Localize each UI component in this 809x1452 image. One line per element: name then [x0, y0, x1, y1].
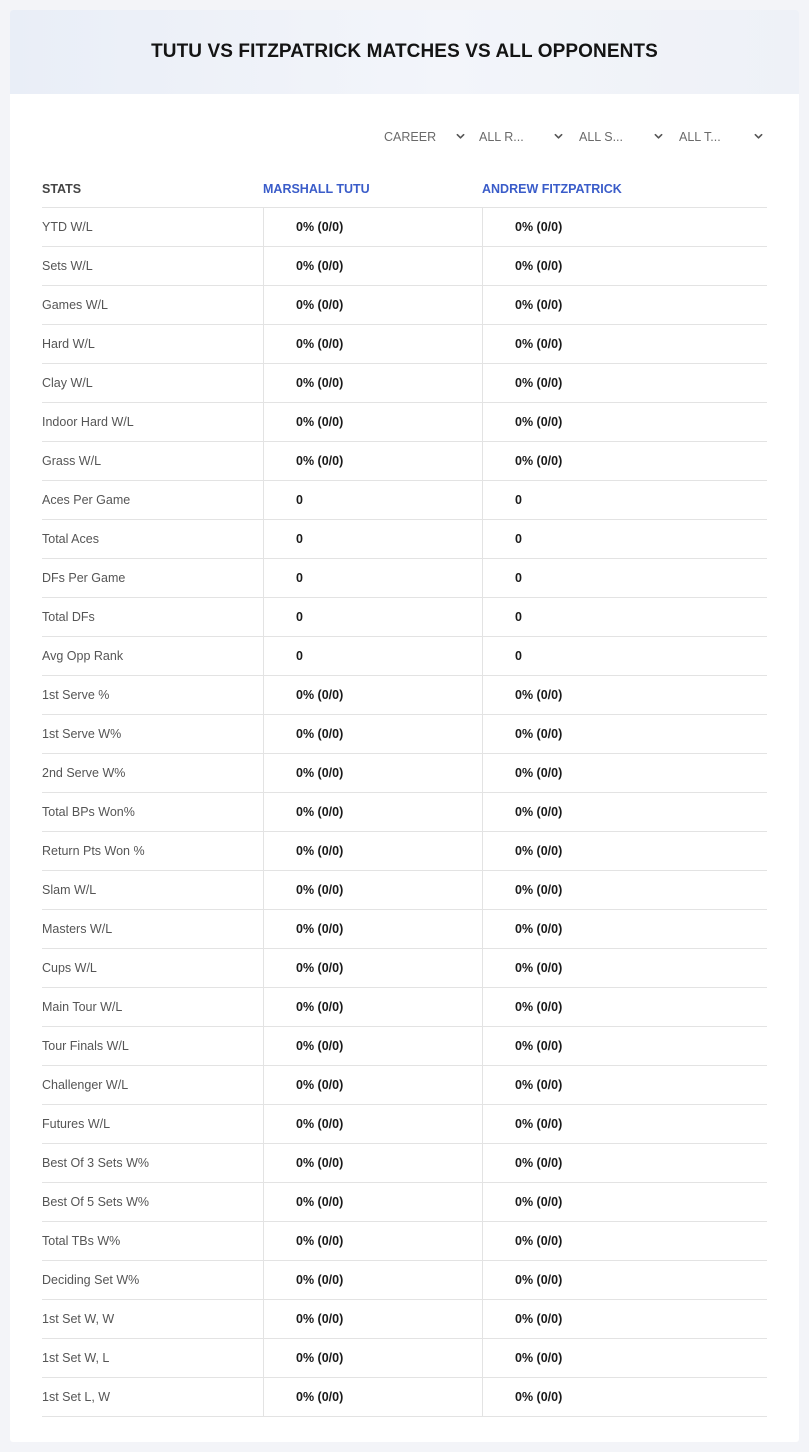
player2-stat-value: 0% (0/0): [482, 1066, 767, 1104]
stat-label: Futures W/L: [42, 1117, 111, 1131]
table-row: [42, 403, 767, 442]
table-row: [42, 871, 767, 910]
table-row: [42, 1144, 767, 1183]
player1-stat-value: 0% (0/0): [263, 1105, 482, 1143]
tournament-filter-label: ALL T...: [679, 130, 721, 144]
player1-stat-value: 0: [263, 637, 482, 675]
stat-label: 1st Serve %: [42, 688, 110, 702]
player2-stat-value: 0% (0/0): [482, 1105, 767, 1143]
player2-stat-value: 0% (0/0): [482, 442, 767, 480]
stat-label: DFs Per Game: [42, 571, 126, 585]
table-row: [42, 208, 767, 247]
player1-stat-value: 0% (0/0): [263, 1222, 482, 1260]
player1-stat-value: 0% (0/0): [263, 247, 482, 285]
player1-stat-value: 0% (0/0): [263, 910, 482, 948]
table-row: [42, 1300, 767, 1339]
stat-label: Total Aces: [42, 532, 99, 546]
player1-stat-value: 0% (0/0): [263, 442, 482, 480]
player1-stat-value: 0% (0/0): [263, 364, 482, 402]
table-row: [42, 325, 767, 364]
page-title: TUTU VS FITZPATRICK MATCHES VS ALL OPPONENTS: [151, 41, 658, 62]
chevron-down-icon: [554, 132, 563, 141]
player2-stat-value: 0% (0/0): [482, 1027, 767, 1065]
player2-stat-value: 0% (0/0): [482, 1144, 767, 1182]
player1-stat-value: 0% (0/0): [263, 754, 482, 792]
table-row: [42, 286, 767, 325]
stat-label: Main Tour W/L: [42, 1000, 123, 1014]
player1-stat-value: 0% (0/0): [263, 1378, 482, 1416]
player2-stat-value: 0% (0/0): [482, 949, 767, 987]
player1-stat-value: 0: [263, 598, 482, 636]
player1-stat-value: 0% (0/0): [263, 1144, 482, 1182]
player2-stat-value: 0% (0/0): [482, 1261, 767, 1299]
table-row: [42, 949, 767, 988]
stat-label: Total DFs: [42, 610, 95, 624]
table-row: [42, 1339, 767, 1378]
stats-column-header: STATS: [42, 181, 82, 196]
stat-label: Total TBs W%: [42, 1234, 121, 1248]
player2-name-link[interactable]: ANDREW FITZPATRICK: [482, 181, 622, 196]
stat-label: Grass W/L: [42, 454, 102, 468]
stat-label: Slam W/L: [42, 883, 97, 897]
player1-stat-value: 0% (0/0): [263, 1027, 482, 1065]
player2-stat-value: 0: [482, 481, 767, 519]
career-filter-label: CAREER: [384, 130, 437, 144]
table-row: [42, 598, 767, 637]
stat-label: 1st Set W, L: [42, 1351, 110, 1365]
table-row: [42, 676, 767, 715]
player1-stat-value: 0% (0/0): [263, 325, 482, 363]
table-row: [42, 1222, 767, 1261]
player1-stat-value: 0% (0/0): [263, 676, 482, 714]
player1-stat-value: 0% (0/0): [263, 871, 482, 909]
player2-stat-value: 0% (0/0): [482, 910, 767, 948]
table-row: [42, 793, 767, 832]
player1-name-link[interactable]: MARSHALL TUTU: [263, 181, 370, 196]
stat-label: Return Pts Won %: [42, 844, 145, 858]
round-filter-select[interactable]: [479, 127, 565, 147]
stat-label: 2nd Serve W%: [42, 766, 126, 780]
stat-label: Indoor Hard W/L: [42, 415, 134, 429]
player2-stat-value: 0% (0/0): [482, 403, 767, 441]
surface-filter-label: ALL S...: [579, 130, 624, 144]
player1-stat-value: 0% (0/0): [263, 949, 482, 987]
table-row: [42, 1066, 767, 1105]
player1-stat-value: 0% (0/0): [263, 208, 482, 246]
table-row: [42, 1261, 767, 1300]
stat-label: Total BPs Won%: [42, 805, 135, 819]
chevron-down-icon: [456, 132, 465, 141]
player2-stat-value: 0% (0/0): [482, 793, 767, 831]
player1-stat-value: 0% (0/0): [263, 403, 482, 441]
tournament-filter-select[interactable]: [679, 127, 765, 147]
table-row: [42, 637, 767, 676]
stat-label: Avg Opp Rank: [42, 649, 124, 663]
player1-stat-value: 0: [263, 520, 482, 558]
player2-stat-value: 0% (0/0): [482, 364, 767, 402]
player1-stat-value: 0% (0/0): [263, 988, 482, 1026]
player2-stat-value: 0: [482, 559, 767, 597]
stat-label: 1st Set L, W: [42, 1390, 111, 1404]
player2-stat-value: 0% (0/0): [482, 1183, 767, 1221]
table-row: [42, 910, 767, 949]
player1-stat-value: 0% (0/0): [263, 1261, 482, 1299]
player1-stat-value: 0% (0/0): [263, 1339, 482, 1377]
stat-label: Clay W/L: [42, 376, 93, 390]
player2-stat-value: 0% (0/0): [482, 286, 767, 324]
player2-stat-value: 0% (0/0): [482, 754, 767, 792]
table-row: [42, 988, 767, 1027]
player1-stat-value: 0% (0/0): [263, 715, 482, 753]
player1-stat-value: 0% (0/0): [263, 1066, 482, 1104]
stat-label: Tour Finals W/L: [42, 1039, 129, 1053]
stat-label: Masters W/L: [42, 922, 113, 936]
player2-stat-value: 0% (0/0): [482, 988, 767, 1026]
stats-table: [42, 170, 767, 1417]
player2-stat-value: 0% (0/0): [482, 208, 767, 246]
stat-label: Best Of 5 Sets W%: [42, 1195, 149, 1209]
player2-stat-value: 0% (0/0): [482, 1300, 767, 1338]
player2-stat-value: 0% (0/0): [482, 247, 767, 285]
career-filter-select[interactable]: [384, 127, 466, 147]
stat-label: Aces Per Game: [42, 493, 131, 507]
player2-stat-value: 0% (0/0): [482, 832, 767, 870]
stat-label: Cups W/L: [42, 961, 97, 975]
player2-stat-value: 0% (0/0): [482, 1339, 767, 1377]
player1-stat-value: 0% (0/0): [263, 793, 482, 831]
player2-stat-value: 0% (0/0): [482, 871, 767, 909]
round-filter-label: ALL R...: [479, 130, 524, 144]
stat-label: YTD W/L: [42, 220, 93, 234]
player1-stat-value: 0% (0/0): [263, 1183, 482, 1221]
stat-label: Deciding Set W%: [42, 1273, 140, 1287]
player1-stat-value: 0% (0/0): [263, 1300, 482, 1338]
player2-stat-value: 0: [482, 520, 767, 558]
table-row: [42, 1378, 767, 1417]
filter-bar: [10, 127, 799, 147]
stat-label: 1st Serve W%: [42, 727, 122, 741]
table-row: [42, 832, 767, 871]
chevron-down-icon: [754, 132, 763, 141]
player1-stat-value: 0: [263, 481, 482, 519]
table-row: [42, 520, 767, 559]
chevron-down-icon: [654, 132, 663, 141]
player2-stat-value: 0% (0/0): [482, 325, 767, 363]
player2-stat-value: 0: [482, 598, 767, 636]
table-row: [42, 754, 767, 793]
player2-stat-value: 0% (0/0): [482, 1222, 767, 1260]
player1-stat-value: 0% (0/0): [263, 832, 482, 870]
table-header: [42, 170, 767, 208]
stat-label: Sets W/L: [42, 259, 93, 273]
table-row: [42, 559, 767, 598]
table-row: [42, 481, 767, 520]
player2-stat-value: 0% (0/0): [482, 1378, 767, 1416]
table-row: [42, 247, 767, 286]
card-header: [10, 10, 799, 94]
stat-label: Games W/L: [42, 298, 108, 312]
player2-stat-value: 0% (0/0): [482, 715, 767, 753]
stat-label: 1st Set W, W: [42, 1312, 115, 1326]
player1-stat-value: 0% (0/0): [263, 286, 482, 324]
player1-stat-value: 0: [263, 559, 482, 597]
surface-filter-select[interactable]: [579, 127, 665, 147]
table-row: [42, 364, 767, 403]
table-row: [42, 1105, 767, 1144]
table-body: [42, 208, 767, 1417]
table-row: [42, 1183, 767, 1222]
stat-label: Best Of 3 Sets W%: [42, 1156, 149, 1170]
stats-card: [10, 10, 799, 1442]
table-row: [42, 1027, 767, 1066]
table-row: [42, 715, 767, 754]
stat-label: Hard W/L: [42, 337, 95, 351]
table-row: [42, 442, 767, 481]
player2-stat-value: 0: [482, 637, 767, 675]
player2-stat-value: 0% (0/0): [482, 676, 767, 714]
stat-label: Challenger W/L: [42, 1078, 129, 1092]
